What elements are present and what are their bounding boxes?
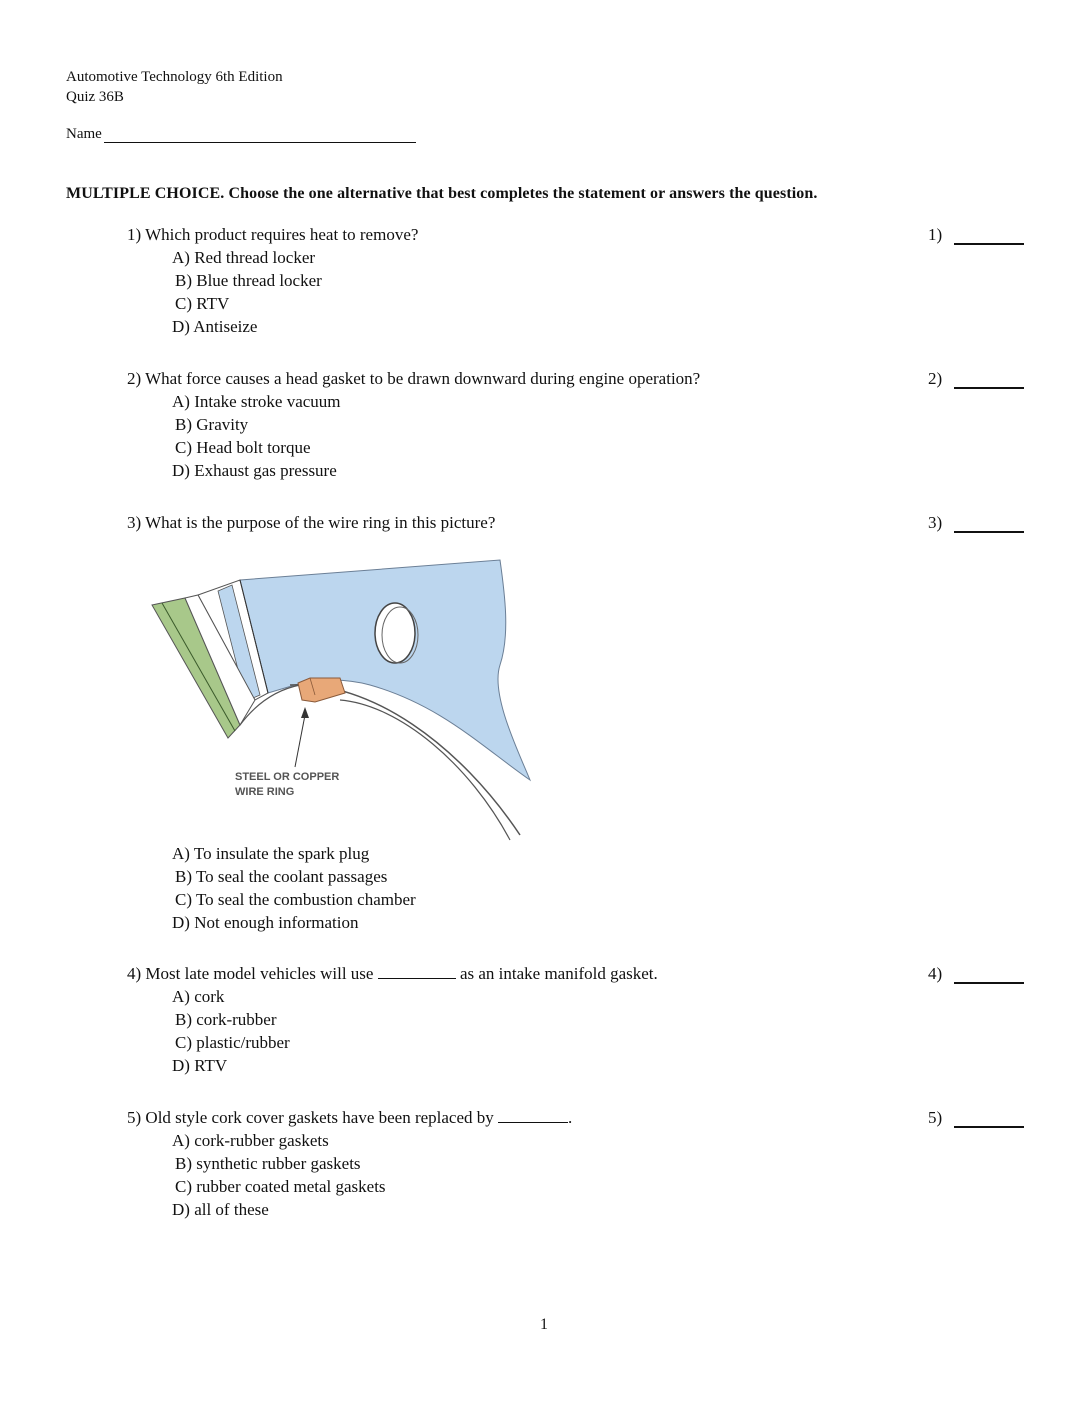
option-b: B) cork-rubber bbox=[175, 1010, 277, 1029]
question-stem bbox=[127, 1106, 1027, 1129]
question-3-options bbox=[127, 842, 1027, 934]
answer-blank[interactable] bbox=[954, 227, 1024, 245]
option-d: D) all of these bbox=[172, 1200, 269, 1219]
option-d: D) Antiseize bbox=[172, 317, 258, 336]
option-d: D) Exhaust gas pressure bbox=[172, 461, 337, 480]
stem-after: . bbox=[568, 1108, 573, 1127]
option-c: C) Head bolt torque bbox=[175, 438, 311, 457]
question-4 bbox=[127, 962, 1027, 1077]
option-b: B) To seal the coolant passages bbox=[175, 867, 388, 886]
answer-blank[interactable] bbox=[954, 371, 1024, 389]
question-stem: 1) Which product requires heat to remove? bbox=[127, 225, 419, 244]
page-number: 1 bbox=[540, 1316, 548, 1333]
question-stem bbox=[127, 962, 1027, 985]
name-input-line[interactable] bbox=[104, 124, 416, 143]
option-a: A) Red thread locker bbox=[172, 248, 316, 267]
question-5 bbox=[127, 1106, 1027, 1221]
option-a: A) Intake stroke vacuum bbox=[172, 392, 341, 411]
stem-before: 5) Old style cork cover gaskets have been replaced by bbox=[127, 1108, 494, 1127]
question-stem: 3) What is the purpose of the wire ring in this picture? bbox=[127, 513, 496, 532]
answer-number: 3) bbox=[928, 513, 943, 532]
option-a: A) To insulate the spark plug bbox=[172, 844, 370, 863]
figure-label-line2: WIRE RING bbox=[235, 786, 295, 798]
question-3 bbox=[127, 511, 1027, 534]
name-label: Name bbox=[66, 126, 102, 142]
answer-number: 4) bbox=[928, 964, 943, 983]
instructions: MULTIPLE CHOICE. Choose the one alternative that best completes the statement or answers the question. bbox=[66, 185, 818, 202]
quiz-title: Quiz 36B bbox=[66, 89, 124, 105]
head-gasket-wire-ring-diagram bbox=[140, 555, 540, 845]
question-2 bbox=[127, 367, 1027, 482]
answer-number: 1) bbox=[928, 225, 943, 244]
option-c: C) rubber coated metal gaskets bbox=[175, 1177, 386, 1196]
answer-number: 2) bbox=[928, 369, 943, 388]
question-1 bbox=[127, 223, 1027, 338]
question-stem: 2) What force causes a head gasket to be drawn downward during engine operation? bbox=[127, 369, 701, 388]
stem-after: as an intake manifold gasket. bbox=[459, 964, 658, 983]
book-title: Automotive Technology 6th Edition bbox=[66, 69, 283, 85]
stem-before: 4) Most late model vehicles will use bbox=[127, 964, 374, 983]
option-b: B) synthetic rubber gaskets bbox=[175, 1154, 361, 1173]
answer-slot-2 bbox=[928, 369, 1024, 389]
answer-number: 5) bbox=[928, 1108, 943, 1127]
option-d: D) RTV bbox=[172, 1056, 228, 1075]
answer-slot-5 bbox=[928, 1108, 1024, 1128]
option-b: B) Blue thread locker bbox=[175, 271, 322, 290]
option-c: C) RTV bbox=[175, 294, 230, 313]
fill-in-blank bbox=[498, 1108, 568, 1123]
answer-slot-1 bbox=[928, 225, 1024, 245]
answer-blank[interactable] bbox=[954, 515, 1024, 533]
name-field-row bbox=[66, 124, 416, 143]
fill-in-blank bbox=[378, 964, 456, 979]
option-a: A) cork-rubber gaskets bbox=[172, 1131, 329, 1150]
option-c: C) To seal the combustion chamber bbox=[175, 890, 416, 909]
answer-blank[interactable] bbox=[954, 1110, 1024, 1128]
option-b: B) Gravity bbox=[175, 415, 249, 434]
option-d: D) Not enough information bbox=[172, 913, 359, 932]
figure-label-line1: STEEL OR COPPER bbox=[235, 771, 340, 783]
answer-slot-3 bbox=[928, 513, 1024, 533]
answer-blank[interactable] bbox=[954, 966, 1024, 984]
option-c: C) plastic/rubber bbox=[175, 1033, 290, 1052]
option-a: A) cork bbox=[172, 987, 225, 1006]
answer-slot-4 bbox=[928, 964, 1024, 984]
